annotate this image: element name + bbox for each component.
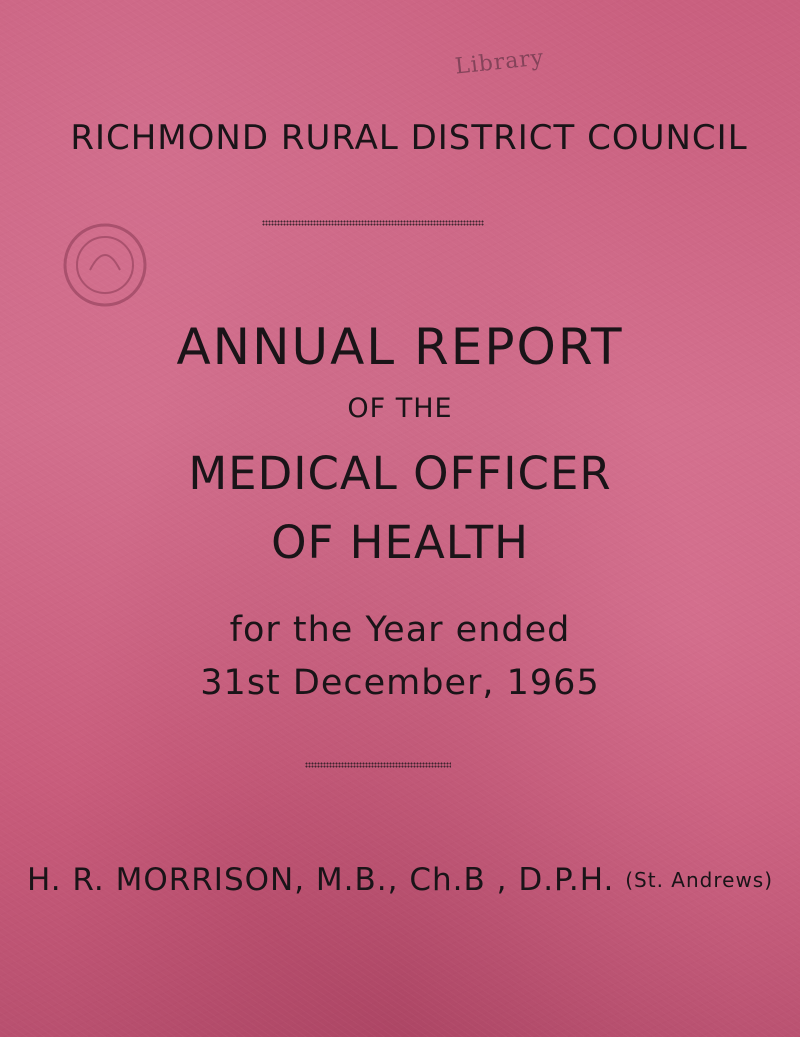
report-title-medical-officer: MEDICAL OFFICER [188, 447, 612, 500]
faded-seal-icon [50, 210, 160, 320]
dotted-rule-icon [305, 762, 451, 768]
dotted-rule-icon [262, 220, 484, 226]
author-university: (St. Andrews) [625, 868, 774, 892]
period-line: for the Year ended [229, 610, 571, 650]
report-title: ANNUAL REPORT [176, 318, 624, 376]
report-title-of-health: OF HEALTH [271, 516, 529, 569]
library-stamp: Library [453, 45, 546, 80]
period-date: 31st December, 1965 [200, 663, 600, 703]
author-name: H. R. MORRISON, M.B., Ch.B , D.P.H. [26, 862, 615, 898]
report-title-of-the: OF THE [347, 393, 453, 424]
council-name: RICHMOND RURAL DISTRICT COUNCIL [70, 118, 748, 158]
author-credit [0, 862, 800, 898]
